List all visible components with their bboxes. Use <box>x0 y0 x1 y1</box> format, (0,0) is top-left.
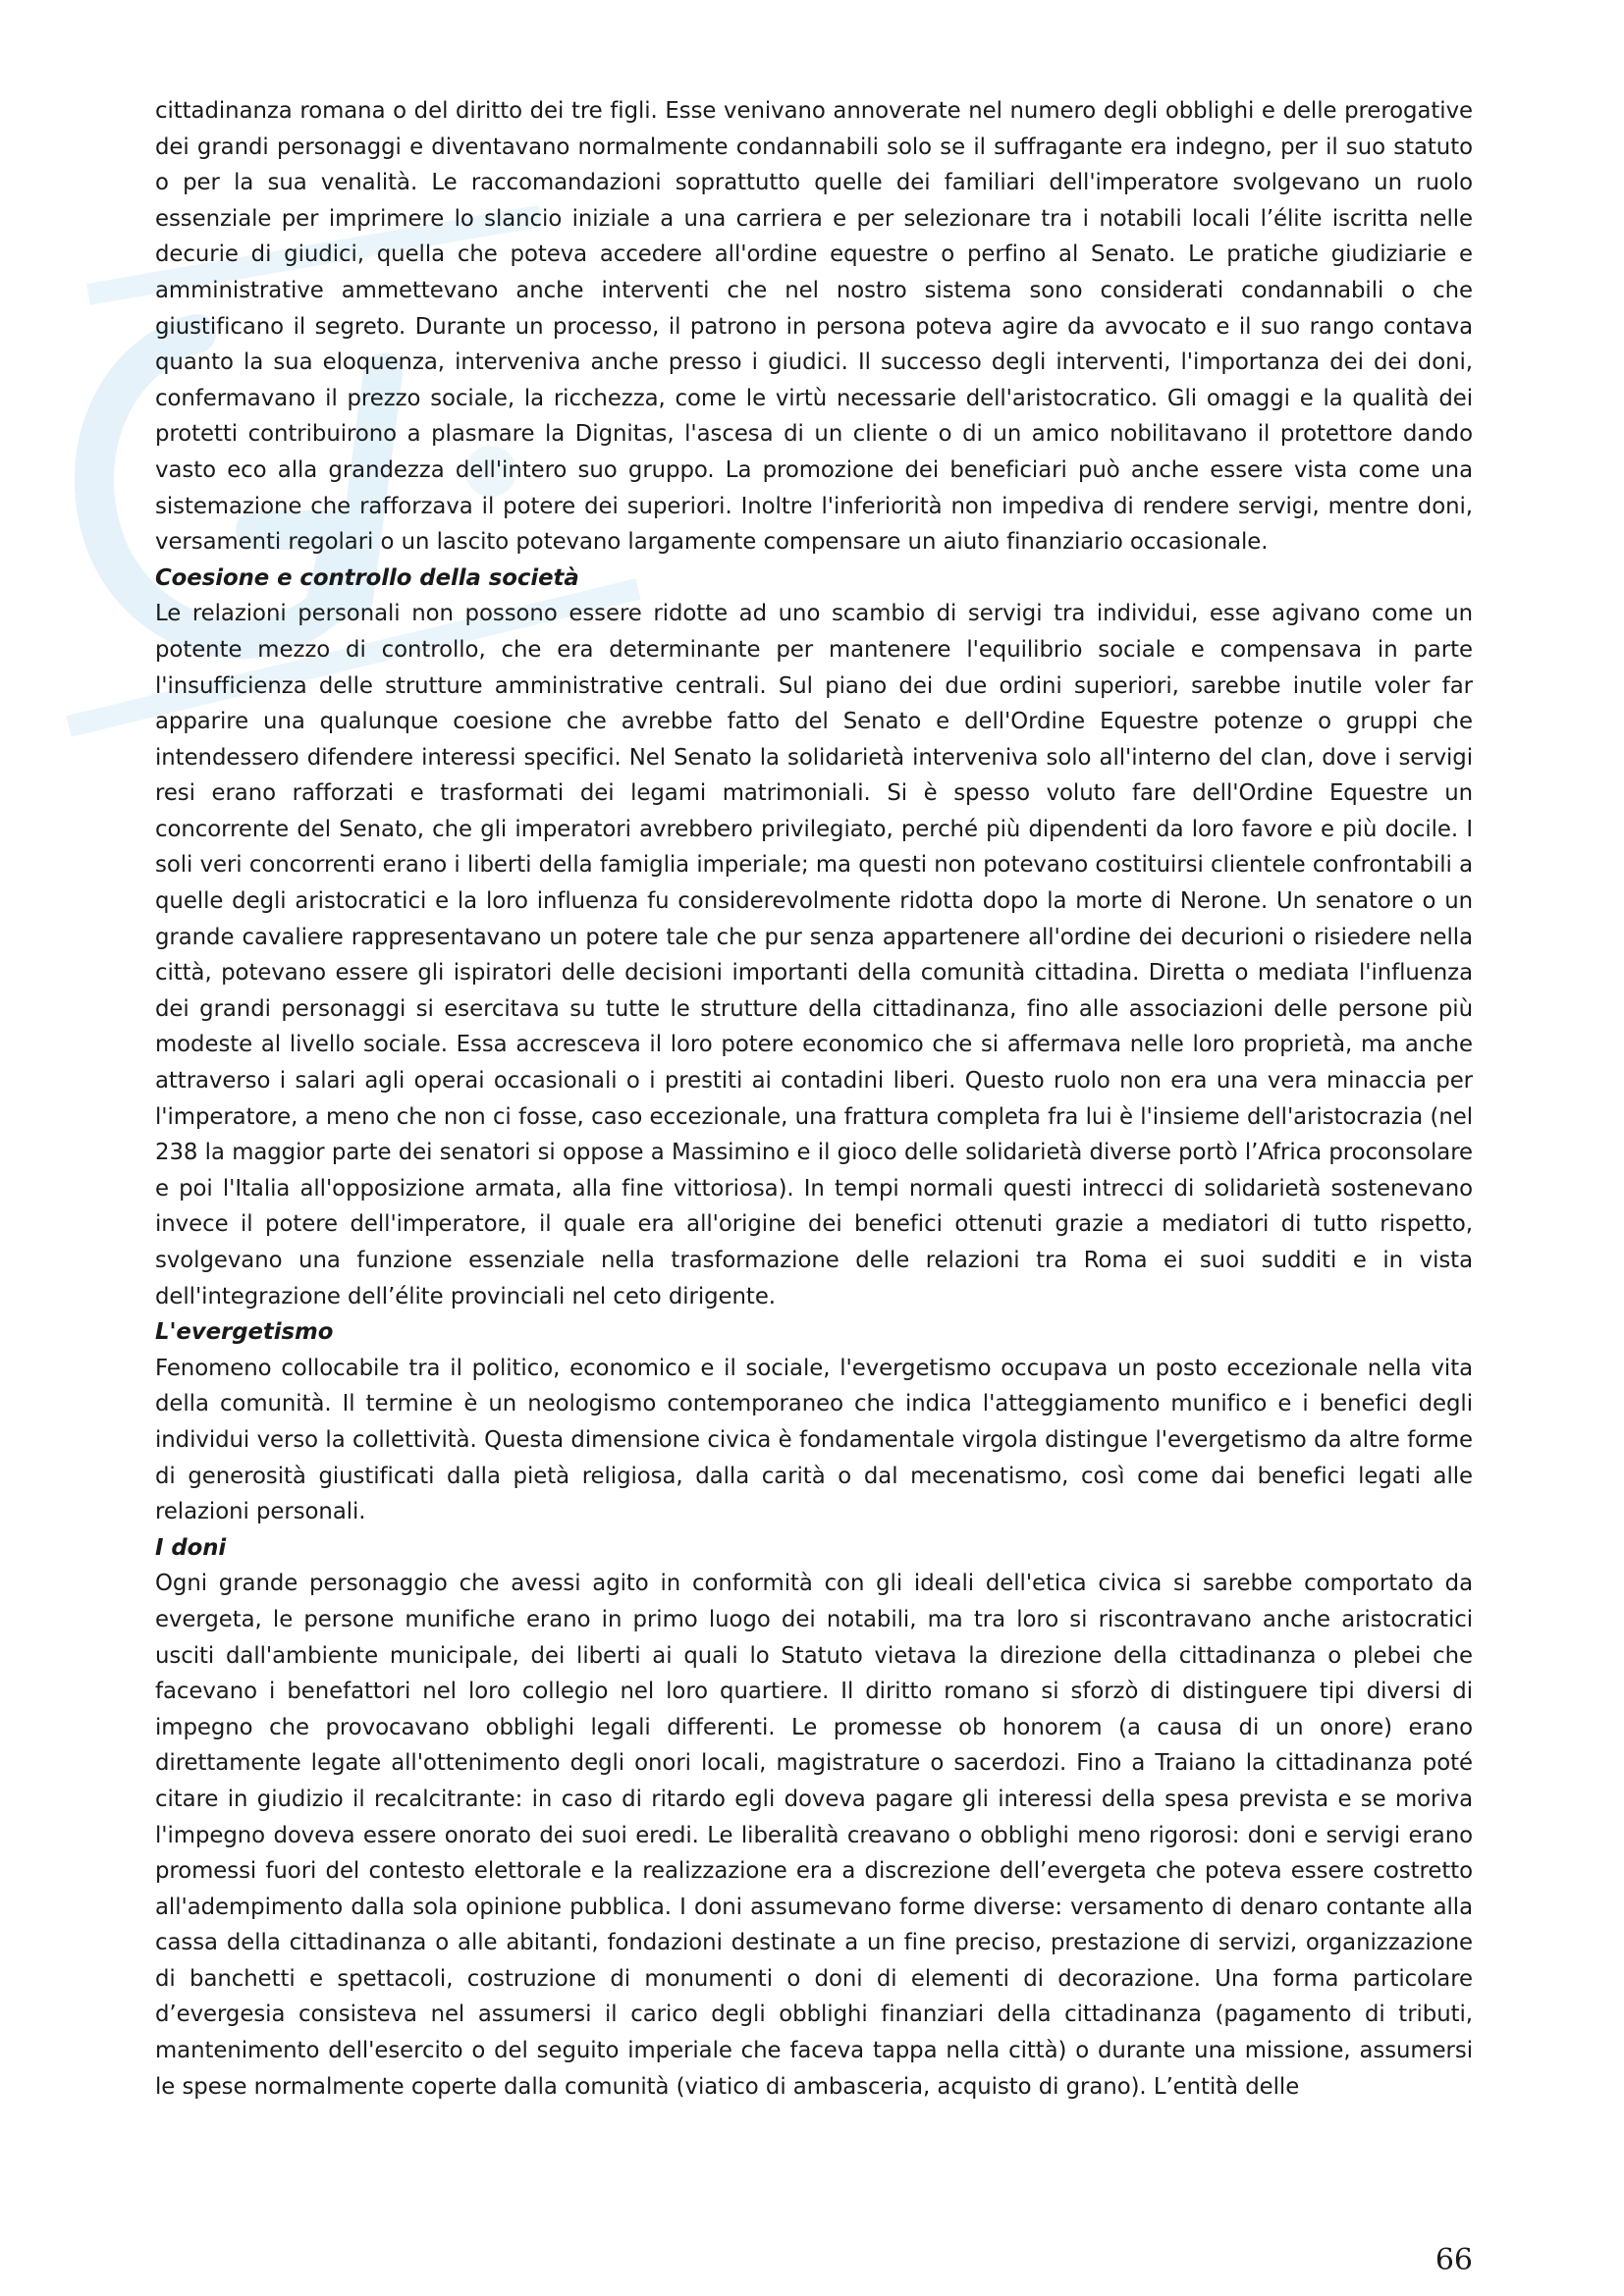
heading-evergetismo: L'evergetismo <box>155 1319 334 1346</box>
paragraph-coesione: Le relazioni personali non possono essere ridotte ad uno scambio di servigi tra individui, esse agivano come un potente mezzo di controllo, che era determinante per mantenere l'equilibrio sociale e compensava in parte l'insufficienza delle strutture amministrative centrali. Sul piano dei due ordini superiori, sarebbe inutile voler far apparire una qualunque coesione che avrebbe fatto del Senato e dell'Ordine Equestre potenze o gruppi che intendessero difendere interessi specifici. Nel Senato la solidarietà interveniva solo all'interno del clan, dove i servigi resi erano rafforzati e trasformati dei legami matrimoniali. Si è spesso voluto fare dell'Ordine Equestre un concorrente del Senato, che gli imperatori avrebbero privilegiato, perché più dipendenti da loro favore e più docile. I soli veri concorrenti erano i liberti della famiglia imperiale; ma questi non potevano costituirsi clientele confrontabili a quelle degli aristocratici e la loro influenza fu considerevolmente ridotta dopo la morte di Nerone. Un senatore o un grande cavaliere rappresentavano un potere tale che pur senza appartenere all'ordine dei decurioni o risiedere nella città, potevano essere gli ispiratori delle decisioni importanti della comunità cittadina. Diretta o mediata l'influenza dei grandi personaggi si esercitava su tutte le strutture della cittadinanza, fino alle associazioni delle persone più modeste al livello sociale. Essa accresceva il loro potere economico che si affermava nelle loro proprietà, ma anche attraverso i salari agli operai occasionali o i prestiti ai contadini liberi. Questo ruolo non era una vera minaccia per l'imperatore, a meno che non ci fosse, caso eccezionale, una frattura completa fra lui è l'insieme dell'aristocrazia (nel 238 la maggior parte dei senatori si oppose a Massimino e il gioco delle solidarietà diverse portò l’Africa proconsolare e poi l'Italia all'opposizione armata, alla fine vittoriosa). In tempi normali questi intrecci di solidarietà sostenevano invece il potere dell'imperatore, il quale era all'origine dei benefici ottenuti grazie a mediatori di tutto rispetto, svolgevano una funzione essenziale nella trasformazione delle relazioni tra Roma ei suoi sudditi e in vista dell'integrazione dell’élite provinciali nel ceto dirigente. <box>155 601 1473 1309</box>
paragraph-evergetismo: Fenomeno collocabile tra il politico, economico e il sociale, l'evergetismo occupava un posto eccezionale nella vita della comunità. Il termine è un neologismo contemporaneo che indica l'atteggiamento munifico e i benefici degli individui verso la collettività. Questa dimensione civica è fondamentale virgola distingue l'evergetismo da altre forme di generosità giustificati dalla pietà religiosa, dalla carità o dal mecenatismo, così come dai benefici legati alle relazioni personali. <box>155 1355 1473 1525</box>
page-content <box>155 93 1473 2105</box>
paragraph-doni: Ogni grande personaggio che avessi agito in conformità con gli ideali dell'etica civica si sarebbe comportato da evergeta, le persone munifiche erano in primo luogo dei notabili, ma tra loro si riscontravano anche aristocratici usciti dall'ambiente municipale, dei liberti ai quali lo Statuto vietava la direzione della cittadinanza o plebei che facevano i benefattori nel loro collegio nel loro quartiere. Il diritto romano si sforzò di distinguere tipi diversi di impegno che provocavano obblighi legali differenti. Le promesse ob honorem (a causa di un onore) erano direttamente legate all'ottenimento degli onori locali, magistrature o sacerdozi. Fino a Traiano la cittadinanza poté citare in giudizio il recalcitrante: in caso di ritardo egli doveva pagare gli interessi della spesa prevista e se moriva l'impegno doveva essere onorato dei suoi eredi. Le liberalità creavano o obblighi meno rigorosi: doni e servigi erano promessi fuori del contesto elettorale e la realizzazione era a discrezione dell’evergeta che poteva essere costretto all'adempimento dalla sola opinione pubblica. I doni assumevano forme diverse: versamento di denaro contante alla cassa della cittadinanza o alle abitanti, fondazioni destinate a un fine preciso, prestazione di servizi, organizzazione di banchetti e spettacoli, costruzione di monumenti o doni di elementi di decorazione. Una forma particolare d’evergesia consisteva nel assumersi il carico degli obblighi finanziari della cittadinanza (pagamento di tributi, mantenimento dell'esercito o del seguito imperiale che faceva tappa nella città) o durante una missione, assumersi le spese normalmente coperte dalla comunità (viatico di ambasceria, acquisto di grano). L’entità delle <box>155 1571 1473 2100</box>
page-number: 66 <box>1435 2243 1473 2277</box>
paragraph-intro: cittadinanza romana o del diritto dei tre figli. Esse venivano annoverate nel numero degli obblighi e delle prerogative dei grandi personaggi e diventavano normalmente condannabili solo se il suffragante era indegno, per il suo statuto o per la sua venalità. Le raccomandazioni soprattutto quelle dei familiari dell'imperatore svolgevano un ruolo essenziale per imprimere lo slancio iniziale a una carriera e per selezionare tra i notabili locali l’élite iscritta nelle decurie di giudici, quella che poteva accedere all'ordine equestre o perfino al Senato. Le pratiche giudiziarie e amministrative ammettevano anche interventi che nel nostro sistema sono considerati condannabili o che giustificano il segreto. Durante un processo, il patrono in persona poteva agire da avvocato e il suo rango contava quanto la sua eloquenza, interveniva anche presso i giudici. Il successo degli interventi, l'importanza dei dei doni, confermavano il prezzo sociale, la ricchezza, come le virtù necessarie dell'aristocratico. Gli omaggi e la qualità dei protetti contribuirono a plasmare la Dignitas, l'ascesa di un cliente o di un amico nobilitavano il protettore dando vasto eco alla grandezza dell'intero suo gruppo. La promozione dei beneficiari può anche essere vista come una sistemazione che rafforzava il potere dei superiori. Inoltre l'inferiorità non impediva di rendere servigi, mentre doni, versamenti regolari o un lascito potevano largamente compensare un aiuto finanziario occasionale. <box>155 98 1473 556</box>
heading-coesione: Coesione e controllo della società <box>155 564 579 591</box>
heading-doni: I doni <box>155 1534 227 1561</box>
